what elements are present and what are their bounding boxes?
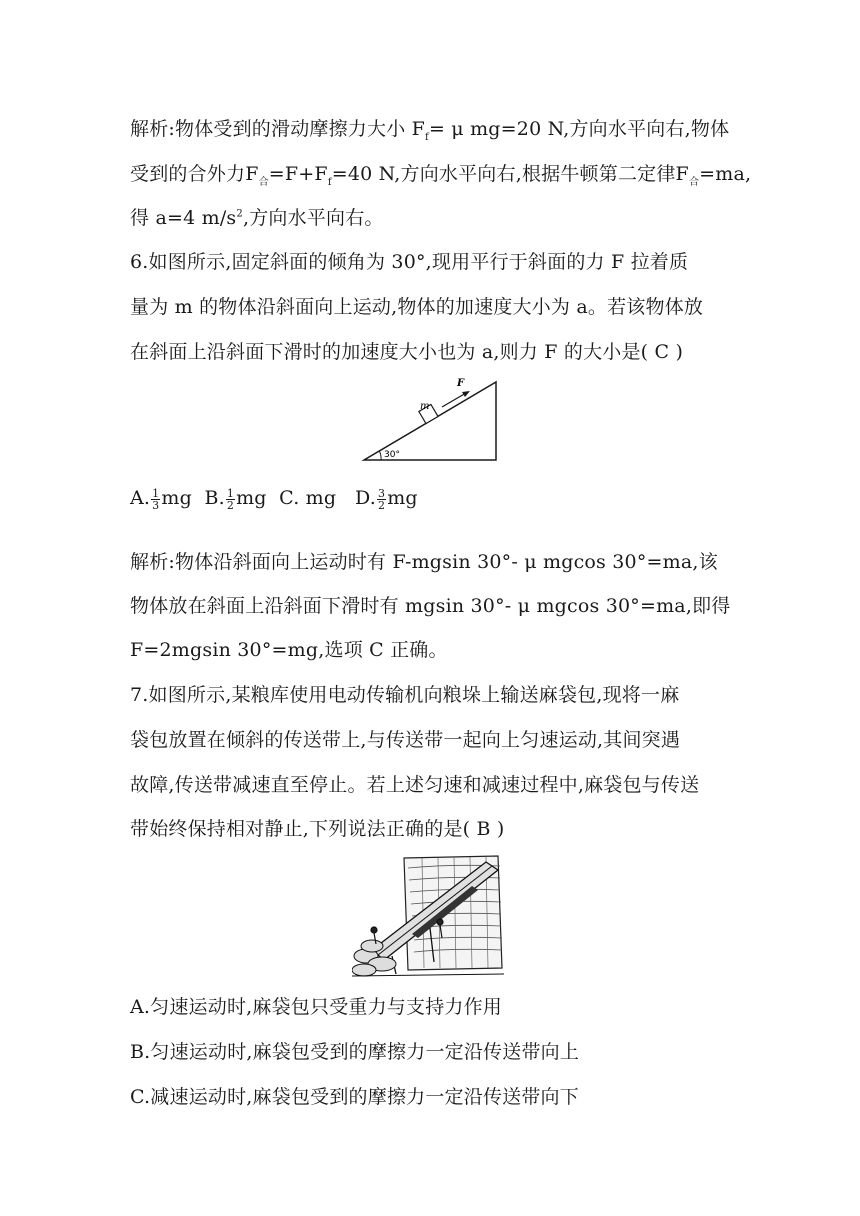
q5-analysis-line-2: 受到的合外力$F_合=F+F_f=40$ N,方向水平向右,根据牛顿第二定律$F_合=ma$, xyxy=(130,163,752,188)
q7-stem-line-3: 故障,传送带减速直至停止。若上述匀速和减速过程中,麻袋包与传送 xyxy=(130,774,700,796)
force-arrow xyxy=(442,393,466,407)
ground-line xyxy=(352,974,504,976)
option-a: A. $\frac{1}{3}$ mg xyxy=(130,486,192,512)
option-d: D. $\frac{3}{2}$ mg xyxy=(354,486,418,512)
q7-option-c: C.减速运动时,麻袋包受到的摩擦力一定沿传送带向下 xyxy=(130,1086,579,1108)
option-b: B. $\frac{1}{2}$ mg xyxy=(204,486,267,512)
option-c: C. mg xyxy=(279,487,337,509)
q6-analysis-line-3: F=2mgsin 30°=mg,选项 C 正确。 xyxy=(130,639,448,661)
q6-stem-line-1: 6.如图所示,固定斜面的倾角为 30°,现用平行于斜面的力 F 拉着质 xyxy=(130,251,689,273)
q7-stem-line-4: 带始终保持相对静止,下列说法正确的是( B ) xyxy=(130,818,505,840)
q5-analysis-line-3: 得 a=4 $m/s^2$,方向水平向右。 xyxy=(130,207,384,229)
q6-analysis-line-2: 物体放在斜面上沿斜面下滑时有 mgsin 30°- μ mgcos 30°=ma,即得 xyxy=(130,595,731,617)
q6-analysis-line-1: 解析:物体沿斜面向上运动时有 F-mgsin 30°- μ mgcos 30°=ma,该 xyxy=(130,551,718,573)
force-arrow-head xyxy=(462,391,470,397)
force-label: F xyxy=(457,378,465,389)
angle-label: 30° xyxy=(384,450,400,460)
q6-stem-line-2: 量为 m 的物体沿斜面向上运动,物体的加速度大小为 a。若该物体放 xyxy=(130,296,704,318)
mass-label: m xyxy=(420,401,430,412)
q6-options xyxy=(130,486,418,511)
angle-arc xyxy=(380,451,382,460)
q7-option-a: A.匀速运动时,麻袋包只受重力与支持力作用 xyxy=(130,996,503,1018)
q7-option-b: B.匀速运动时,麻袋包受到的摩擦力一定沿传送带向上 xyxy=(130,1041,580,1063)
q7-stem-line-1: 7.如图所示,某粮库使用电动传输机向粮垛上输送麻袋包,现将一麻 xyxy=(130,684,680,706)
incline-figure xyxy=(358,372,502,464)
q7-stem-line-2: 袋包放置在倾斜的传送带上,与传送带一起向上匀速运动,其间突遇 xyxy=(130,729,681,751)
conveyor-figure xyxy=(352,852,504,980)
q5-analysis-line-1: 解析:物体受到的滑动摩擦力大小 $F_f= \mu$ mg=20 N,方向水平向右,物体 xyxy=(130,118,730,143)
q6-stem-line-3: 在斜面上沿斜面下滑时的加速度大小也为 a,则力 F 的大小是( C ) xyxy=(130,341,684,363)
